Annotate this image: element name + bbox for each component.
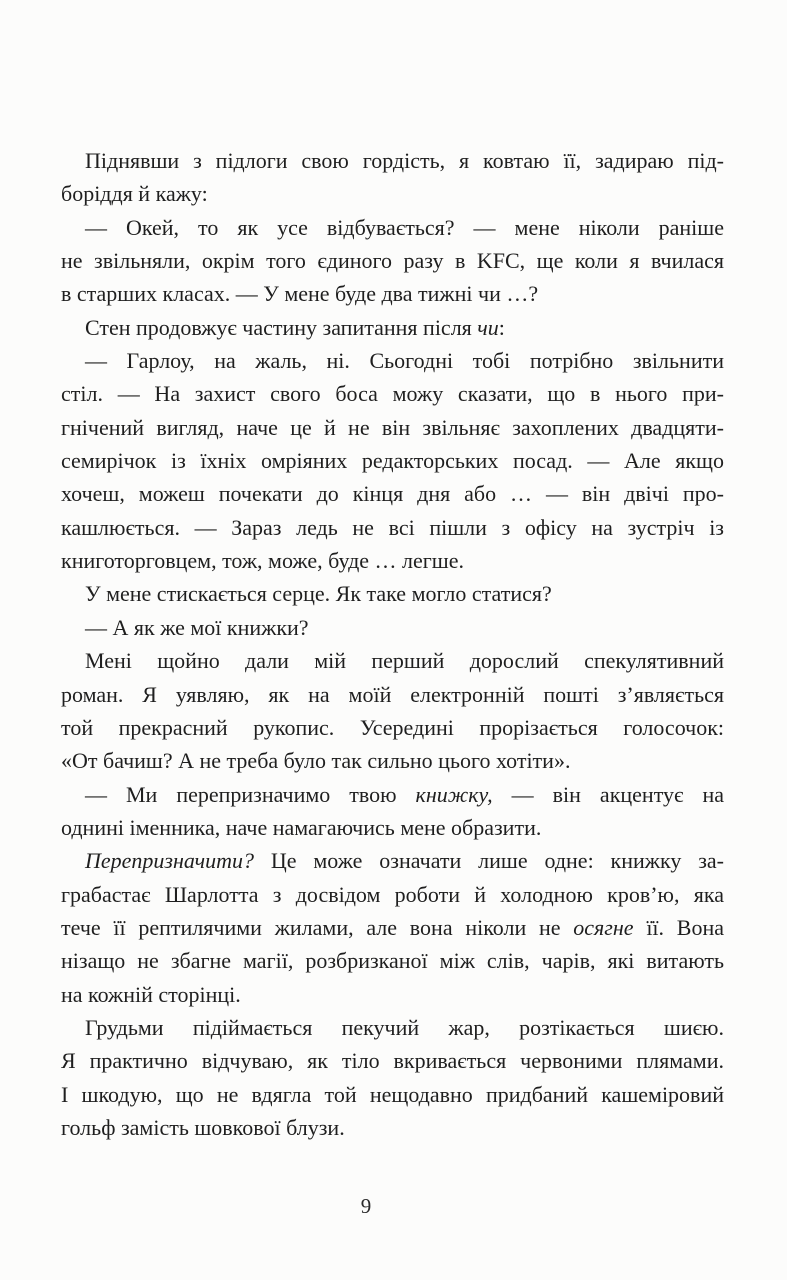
text-line	[61, 544, 724, 577]
italic-text-run: чи	[477, 314, 499, 340]
italic-text-run: Перепризначити?	[85, 848, 255, 874]
text-line	[61, 277, 724, 310]
text-run: грабастає Шарлотта з досвідом роботи й холодною кров’ю, яка	[61, 881, 724, 907]
text-line	[61, 511, 724, 544]
text-line	[61, 577, 724, 610]
page-text	[61, 144, 724, 1144]
text-line	[61, 878, 724, 911]
text-run: — Гарлоу, на жаль, ні. Сьогодні тобі потрібно звільнити	[85, 348, 724, 374]
text-run: тече її рептилячими жилами, але вона ніколи не	[61, 914, 574, 940]
text-run: нізащо не збагне магії, розбризканої між слів, чарів, які витають	[61, 948, 724, 974]
text-line	[61, 244, 724, 277]
italic-text-run: книжку,	[415, 781, 493, 807]
text-line	[61, 211, 724, 244]
text-line	[61, 1044, 724, 1077]
text-run: І шкодую, що не вдягла той нещодавно придбаний кашеміровий	[61, 1081, 724, 1107]
text-line	[61, 177, 724, 210]
text-run: кашлюється. — Зараз ледь не всі пішли з офісу на зустріч із	[61, 514, 724, 540]
text-run: Я практично відчуваю, як тіло вкривається червоними плямами.	[61, 1048, 724, 1074]
text-run: — Окей, то як усе відбувається? — мене ніколи раніше	[85, 214, 724, 240]
text-line	[61, 844, 724, 877]
text-line	[61, 778, 724, 811]
text-line	[61, 811, 724, 844]
text-run: той прекрасний рукопис. Усередині прорізається голосочок:	[61, 714, 724, 740]
text-line	[61, 1011, 724, 1044]
text-run: хочеш, можеш почекати до кінця дня або … — він двічі про-	[61, 481, 724, 507]
text-line	[61, 644, 724, 677]
text-run: «От бачиш? А не треба було так сильно цього хотіти».	[61, 748, 571, 774]
text-line	[61, 944, 724, 977]
text-run: роман. Я уявляю, як на моїй електронній пошті з’являється	[61, 681, 724, 707]
text-run: — Ми перепризначимо твою	[85, 781, 416, 807]
text-run: гольф замість шовкової блузи.	[61, 1114, 345, 1140]
text-run: У мене стискається серце. Як таке могло статися?	[85, 581, 552, 607]
text-run: — він акцентує на	[492, 781, 724, 807]
text-run: гнічений вигляд, наче це й не він звільняє захоплених двадцяти-	[61, 414, 724, 440]
text-line	[61, 477, 724, 510]
text-run: Піднявши з підлоги свою гордість, я ковтаю її, задираю під-	[85, 148, 724, 173]
text-line	[61, 978, 724, 1011]
text-run: однині іменника, наче намагаючись мене образити.	[61, 814, 542, 840]
text-line	[61, 311, 724, 344]
text-line	[61, 444, 724, 477]
text-run: на кожній сторінці.	[61, 981, 241, 1007]
text-run: Це може означати лише одне: книжку за-	[254, 848, 724, 874]
text-run: Стен продовжує частину запитання після	[85, 314, 478, 340]
text-line	[61, 411, 724, 444]
text-line	[61, 744, 724, 777]
text-run: в старших класах. — У мене буде два тижні чи …?	[61, 281, 539, 307]
text-line	[61, 1078, 724, 1111]
text-run: боріддя й кажу:	[61, 181, 208, 207]
text-run: Грудьми підіймається пекучий жар, розтікається шиєю.	[85, 1014, 724, 1040]
page-number: 9	[360, 1194, 372, 1218]
text-run: Мені щойно дали мій перший дорослий спекулятивний	[85, 648, 724, 674]
text-run: семирічок із їхніх омріяних редакторських посад. — Але якщо	[61, 448, 724, 474]
text-line	[61, 1111, 724, 1144]
text-line	[61, 144, 724, 177]
text-run: — А як же мої книжки?	[85, 614, 309, 640]
italic-text-run: осягне	[573, 914, 634, 940]
text-line	[61, 344, 724, 377]
text-line	[61, 611, 724, 644]
text-run: її. Вона	[633, 914, 724, 940]
text-run: :	[498, 314, 505, 340]
text-run: книготорговцем, тож, може, буде … легше.	[61, 548, 464, 574]
text-line	[61, 377, 724, 410]
text-line	[61, 678, 724, 711]
text-run: не звільняли, окрім того єдиного разу в KFC, ще коли я вчилася	[61, 248, 724, 274]
text-run: стіл. — На захист свого боса можу сказати, що в нього при-	[61, 381, 724, 407]
text-line	[61, 911, 724, 944]
text-line	[61, 711, 724, 744]
